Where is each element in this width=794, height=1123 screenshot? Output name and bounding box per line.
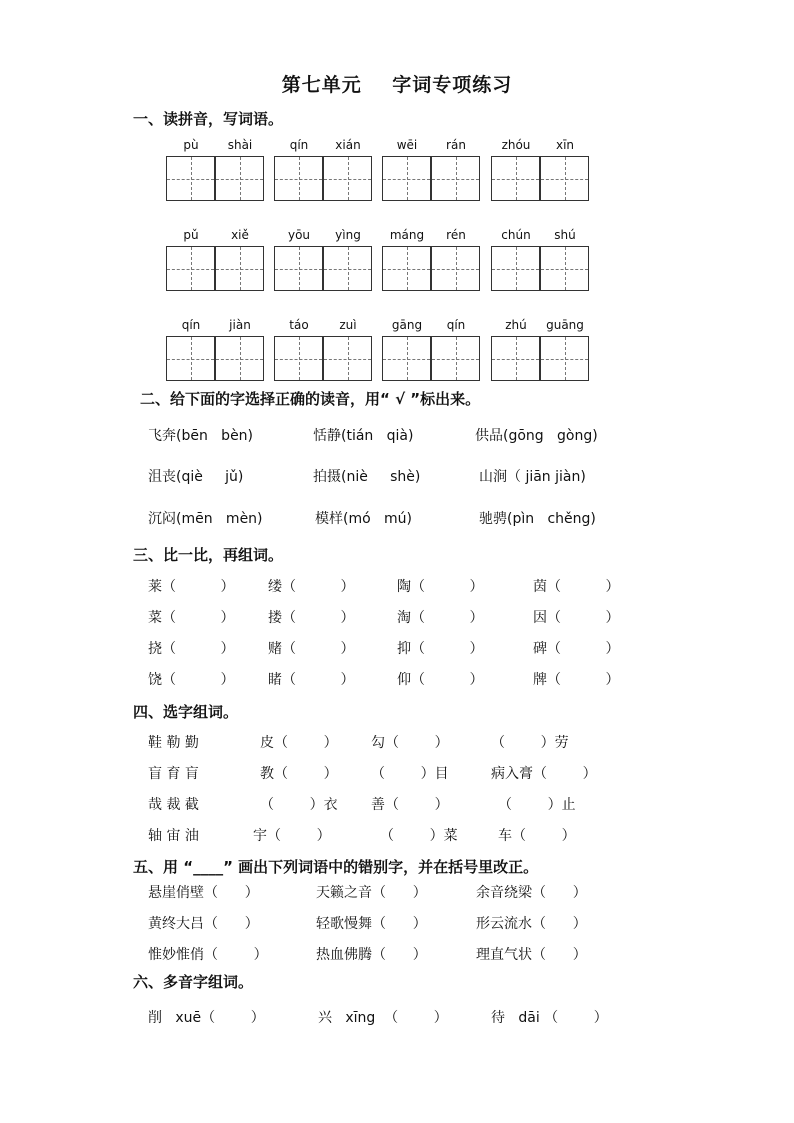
reading-choice-item[interactable]: 供品(gōng gòng) <box>475 428 598 444</box>
word-box <box>382 318 482 398</box>
reading-choice-item[interactable]: 恬静(tián qià) <box>313 428 414 444</box>
polyphone-item[interactable]: 兴 xīng （ ） <box>318 1010 448 1026</box>
reading-choice-item[interactable]: 山涧（ jiān jiàn) <box>479 469 586 485</box>
pinyin-label: xián <box>335 138 361 152</box>
pinyin-label: shú <box>554 228 576 242</box>
compare-item[interactable]: 抑（ ） <box>397 641 484 657</box>
compare-item[interactable]: 因（ ） <box>533 610 620 626</box>
writing-cell[interactable] <box>491 246 540 291</box>
fill-item[interactable]: （ ）劳 <box>491 735 569 751</box>
writing-cell[interactable] <box>323 156 372 201</box>
fill-item[interactable]: 教（ ） <box>260 766 338 782</box>
writing-cell[interactable] <box>215 336 264 381</box>
section-2-heading: 二、给下面的字选择正确的读音，用“ √ ”标出来。 <box>140 390 481 408</box>
writing-cell[interactable] <box>382 156 431 201</box>
fill-item[interactable]: （ ）菜 <box>380 828 458 844</box>
compare-item[interactable]: 碑（ ） <box>533 641 620 657</box>
pinyin-label: yìng <box>335 228 361 242</box>
pinyin-label: xīn <box>555 138 575 152</box>
pinyin-label: xiě <box>231 228 249 242</box>
reading-choice-item[interactable]: 沮丧(qiè jǔ) <box>148 469 244 485</box>
word-box <box>166 228 266 308</box>
section-3-heading: 三、比一比，再组词。 <box>133 546 284 564</box>
pinyin-label: qín <box>289 138 309 152</box>
compare-item[interactable]: 牌（ ） <box>533 672 620 688</box>
writing-cell[interactable] <box>431 156 480 201</box>
section-5-heading: 五、用 “____” 画出下列词语中的错别字，并在括号里改正。 <box>133 858 539 876</box>
section-4-heading: 四、选字组词。 <box>133 703 239 721</box>
pinyin-label: chún <box>501 228 531 242</box>
polyphone-item[interactable]: 削 xuē（ ） <box>148 1010 265 1026</box>
compare-item[interactable]: 仰（ ） <box>397 672 484 688</box>
compare-item[interactable]: 陶（ ） <box>397 579 484 595</box>
fill-item[interactable]: （ ）目 <box>371 766 449 782</box>
fill-item[interactable]: 宇（ ） <box>253 828 331 844</box>
writing-cell[interactable] <box>431 336 480 381</box>
word-box <box>274 318 374 398</box>
pinyin-label: rén <box>446 228 466 242</box>
pinyin-label: máng <box>389 228 425 242</box>
char-options: 轴 宙 油 <box>148 828 199 844</box>
fill-item[interactable]: 车（ ） <box>498 828 576 844</box>
reading-choice-item[interactable]: 拍摄(niè shè) <box>313 469 421 485</box>
reading-choice-item[interactable]: 沉闷(mēn mèn) <box>148 511 263 527</box>
section-6-heading: 六、多音字组词。 <box>133 973 254 991</box>
pinyin-label: rán <box>446 138 466 152</box>
fill-item[interactable]: 皮（ ） <box>260 735 338 751</box>
writing-cell[interactable] <box>382 246 431 291</box>
writing-cell[interactable] <box>274 246 323 291</box>
writing-cell[interactable] <box>540 246 589 291</box>
fill-item[interactable]: 病入膏（ ） <box>491 766 597 782</box>
section-1-heading: 一、读拼音，写词语。 <box>133 110 284 128</box>
fill-item[interactable]: （ ）衣 <box>260 797 338 813</box>
reading-choice-item[interactable]: 模样(mó mú) <box>315 511 412 527</box>
writing-cell[interactable] <box>215 156 264 201</box>
word-box <box>491 228 591 308</box>
reading-choice-item[interactable]: 驰骋(pìn chěng) <box>479 511 596 527</box>
pinyin-label: zhóu <box>501 138 531 152</box>
correction-item[interactable]: 黄终大吕（ ） <box>148 916 259 932</box>
compare-item[interactable]: 睹（ ） <box>268 672 355 688</box>
pinyin-grid-row-1 <box>166 138 606 218</box>
char-options: 盲 育 肓 <box>148 766 199 782</box>
writing-cell[interactable] <box>215 246 264 291</box>
pinyin-grid-row-2 <box>166 228 606 308</box>
writing-cell[interactable] <box>540 336 589 381</box>
correction-item[interactable]: 悬崖俏壁（ ） <box>148 885 259 901</box>
writing-cell[interactable] <box>323 336 372 381</box>
writing-cell[interactable] <box>431 246 480 291</box>
word-box <box>491 138 591 218</box>
word-box <box>274 228 374 308</box>
writing-cell[interactable] <box>491 336 540 381</box>
writing-cell[interactable] <box>491 156 540 201</box>
word-box <box>382 228 482 308</box>
pinyin-label: wēi <box>396 138 418 152</box>
pinyin-label: zhú <box>505 318 527 332</box>
pinyin-label: pǔ <box>183 228 199 242</box>
pinyin-label: yōu <box>287 228 311 242</box>
fill-item[interactable]: 勾（ ） <box>371 735 449 751</box>
correction-item[interactable]: 形云流水（ ） <box>476 916 587 932</box>
correction-item[interactable]: 天籁之音（ ） <box>316 885 427 901</box>
correction-item[interactable]: 惟妙惟俏（ ） <box>148 947 268 963</box>
word-box <box>166 138 266 218</box>
writing-cell[interactable] <box>274 156 323 201</box>
correction-item[interactable]: 理直气状（ ） <box>476 947 587 963</box>
pinyin-label: pù <box>183 138 199 152</box>
compare-item[interactable]: 挠（ ） <box>148 641 235 657</box>
polyphone-item[interactable]: 待 dāi （ ） <box>491 1010 608 1026</box>
pinyin-label: gāng <box>391 318 423 332</box>
fill-item[interactable]: （ ）止 <box>498 797 576 813</box>
word-box <box>491 318 591 398</box>
writing-cell[interactable] <box>382 336 431 381</box>
reading-choice-item[interactable]: 飞奔(bēn bèn) <box>148 428 254 444</box>
page-title: 第七单元 字词专项练习 <box>281 74 513 96</box>
pinyin-label: jiàn <box>229 318 251 332</box>
correction-item[interactable]: 热血佛腾（ ） <box>316 947 427 963</box>
writing-cell[interactable] <box>166 156 215 201</box>
correction-item[interactable]: 轻歌慢舞（ ） <box>316 916 427 932</box>
compare-item[interactable]: 饶（ ） <box>148 672 235 688</box>
correction-item[interactable]: 余音绕梁（ ） <box>476 885 587 901</box>
word-box <box>382 138 482 218</box>
pinyin-label: qín <box>181 318 201 332</box>
compare-item[interactable]: 搂（ ） <box>268 610 355 626</box>
pinyin-label: shài <box>227 138 253 152</box>
compare-item[interactable]: 菜（ ） <box>148 610 235 626</box>
compare-item[interactable]: 缕（ ） <box>268 579 355 595</box>
writing-cell[interactable] <box>274 336 323 381</box>
pinyin-grid-row-3 <box>166 318 606 398</box>
compare-item[interactable]: 赌（ ） <box>268 641 355 657</box>
writing-cell[interactable] <box>166 336 215 381</box>
pinyin-label: qín <box>446 318 466 332</box>
writing-cell[interactable] <box>166 246 215 291</box>
pinyin-label: zuì <box>339 318 357 332</box>
pinyin-label: guāng <box>546 318 584 332</box>
word-box <box>274 138 374 218</box>
compare-item[interactable]: 茵（ ） <box>533 579 620 595</box>
fill-item[interactable]: 善（ ） <box>371 797 449 813</box>
compare-item[interactable]: 莱（ ） <box>148 579 235 595</box>
char-options: 哉 裁 截 <box>148 797 199 813</box>
writing-cell[interactable] <box>323 246 372 291</box>
pinyin-label: táo <box>289 318 309 332</box>
word-box <box>166 318 266 398</box>
writing-cell[interactable] <box>540 156 589 201</box>
char-options: 鞋 勒 勤 <box>148 735 199 751</box>
compare-item[interactable]: 淘（ ） <box>397 610 484 626</box>
